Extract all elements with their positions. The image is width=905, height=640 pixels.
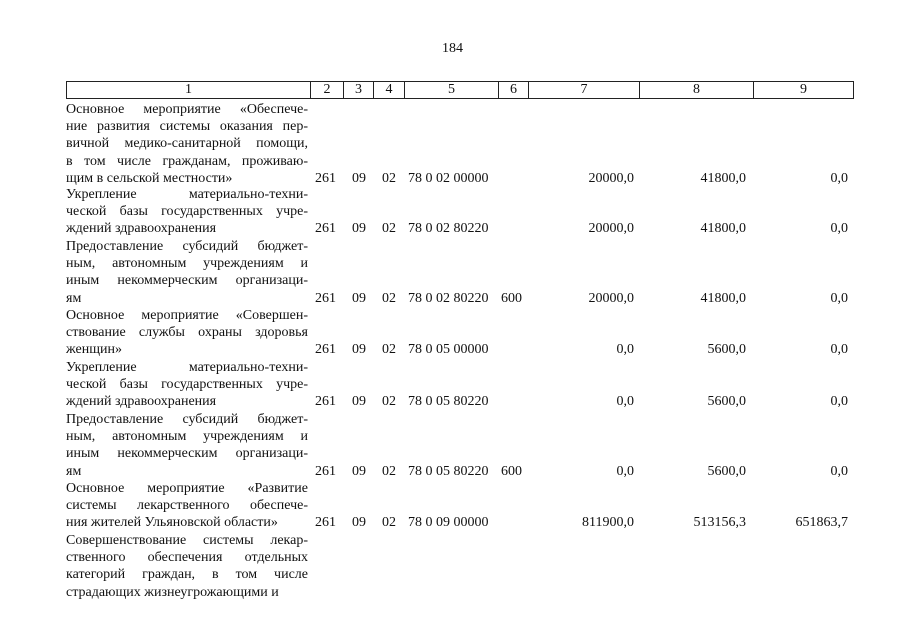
row-code-2: 261 [315, 170, 336, 186]
table-row [66, 238, 856, 307]
description-line: Предоставление субсидий бюджет- [66, 239, 308, 254]
row-code-5: 78 0 02 00000 [408, 170, 489, 186]
description-line: ждений здравоохранения [66, 221, 217, 237]
description-line: вичной медико-санитарной помощи, [66, 136, 308, 152]
row-code-2: 261 [315, 394, 336, 410]
row-code-5: 78 0 02 80220 [408, 221, 489, 237]
header-col-2: 2 [311, 82, 344, 99]
row-code-4: 02 [382, 463, 396, 479]
description-line: ям [66, 290, 82, 306]
row-code-6: 600 [501, 290, 522, 306]
row-code-5: 78 0 09 00000 [408, 515, 489, 531]
header-col-7: 7 [529, 82, 640, 99]
row-code-5: 78 0 02 80220 [408, 290, 489, 306]
description-line: ждений здравоохранения [66, 394, 217, 410]
description-line: ям [66, 463, 82, 479]
description-line: системы лекарственного обеспече- [66, 498, 308, 514]
row-code-4: 02 [382, 170, 396, 186]
description-line: категорий граждан, в том числе [66, 567, 308, 583]
row-code-4: 02 [382, 290, 396, 306]
row-code-4: 02 [382, 342, 396, 358]
description-line: страдающих жизнеугрожающими и [66, 584, 279, 600]
row-value-8: 5600,0 [707, 463, 746, 479]
row-value-7: 20000,0 [588, 290, 634, 306]
row-description [66, 411, 308, 480]
row-description [66, 186, 308, 238]
row-value-7: 0,0 [616, 394, 634, 410]
row-code-5: 78 0 05 00000 [408, 342, 489, 358]
description-line: Основное мероприятие «Совершен- [66, 308, 308, 323]
description-line: Предоставление субсидий бюджет- [66, 412, 308, 427]
header-col-4: 4 [374, 82, 405, 99]
row-value-7: 0,0 [616, 342, 634, 358]
row-value-8: 41800,0 [700, 170, 746, 186]
header-col-6: 6 [499, 82, 529, 99]
row-value-7: 811900,0 [582, 515, 634, 531]
row-value-7: 20000,0 [588, 221, 634, 237]
description-line: ствование службы охраны здоровья [66, 325, 308, 341]
row-description [66, 480, 308, 532]
description-line: ственного обеспечения отдельных [66, 550, 308, 566]
row-code-4: 02 [382, 221, 396, 237]
row-code-6: 600 [501, 463, 522, 479]
row-code-4: 02 [382, 394, 396, 410]
row-value-8: 513156,3 [693, 515, 746, 531]
row-code-3: 09 [352, 221, 366, 237]
table-row [66, 186, 856, 238]
row-code-2: 261 [315, 463, 336, 479]
page-number: 184 [442, 41, 463, 56]
row-code-2: 261 [315, 515, 336, 531]
table-row [66, 532, 856, 601]
description-line: ным, автономным учреждениям и [66, 256, 308, 272]
row-value-9: 0,0 [830, 342, 848, 358]
row-description [66, 359, 308, 411]
description-line: ние развития системы оказания пер- [66, 119, 308, 135]
table-row [66, 480, 856, 532]
row-value-8: 5600,0 [707, 394, 746, 410]
row-code-3: 09 [352, 342, 366, 358]
row-value-7: 20000,0 [588, 170, 634, 186]
description-line: женщин» [66, 342, 122, 358]
row-description [66, 532, 308, 601]
row-description [66, 101, 308, 187]
description-line: Совершенствование системы лекар- [66, 533, 308, 548]
row-value-8: 41800,0 [700, 221, 746, 237]
table-row [66, 359, 856, 411]
description-line: ческой базы государственных учре- [66, 204, 308, 220]
description-line: щим в сельской местности» [66, 170, 233, 186]
column-header-row [66, 81, 854, 99]
header-col-9: 9 [754, 82, 854, 99]
row-code-2: 261 [315, 290, 336, 306]
row-value-8: 41800,0 [700, 290, 746, 306]
description-line: в том числе гражданам, проживаю- [66, 153, 308, 169]
row-description [66, 307, 308, 359]
description-line: ния жителей Ульяновской области» [66, 515, 278, 531]
table-row [66, 411, 856, 480]
row-code-2: 261 [315, 342, 336, 358]
row-code-3: 09 [352, 170, 366, 186]
table-row [66, 307, 856, 359]
row-value-7: 0,0 [616, 463, 634, 479]
description-line: ческой базы государственных учре- [66, 377, 308, 393]
row-value-9: 0,0 [830, 170, 848, 186]
header-col-3: 3 [344, 82, 374, 99]
row-value-9: 0,0 [830, 394, 848, 410]
row-value-9: 0,0 [830, 290, 848, 306]
header-col-5: 5 [405, 82, 499, 99]
description-line: иным некоммерческим организаци- [66, 446, 308, 462]
description-line: Укрепление материально-техни- [66, 360, 308, 375]
row-value-9: 0,0 [830, 463, 848, 479]
table-row [66, 101, 856, 187]
description-line: ным, автономным учреждениям и [66, 429, 308, 445]
row-code-3: 09 [352, 515, 366, 531]
header-col-8: 8 [640, 82, 754, 99]
row-value-8: 5600,0 [707, 342, 746, 358]
description-line: Основное мероприятие «Развитие [66, 481, 308, 496]
description-line: Основное мероприятие «Обеспече- [66, 102, 308, 117]
description-line: иным некоммерческим организаци- [66, 273, 308, 289]
row-code-3: 09 [352, 394, 366, 410]
row-value-9: 0,0 [830, 221, 848, 237]
row-description [66, 238, 308, 307]
row-code-5: 78 0 05 80220 [408, 463, 489, 479]
row-code-3: 09 [352, 290, 366, 306]
description-line: Укрепление материально-техни- [66, 187, 308, 202]
row-value-9: 651863,7 [795, 515, 848, 531]
row-code-3: 09 [352, 463, 366, 479]
row-code-5: 78 0 05 80220 [408, 394, 489, 410]
header-col-1: 1 [67, 82, 311, 99]
row-code-2: 261 [315, 221, 336, 237]
row-code-4: 02 [382, 515, 396, 531]
